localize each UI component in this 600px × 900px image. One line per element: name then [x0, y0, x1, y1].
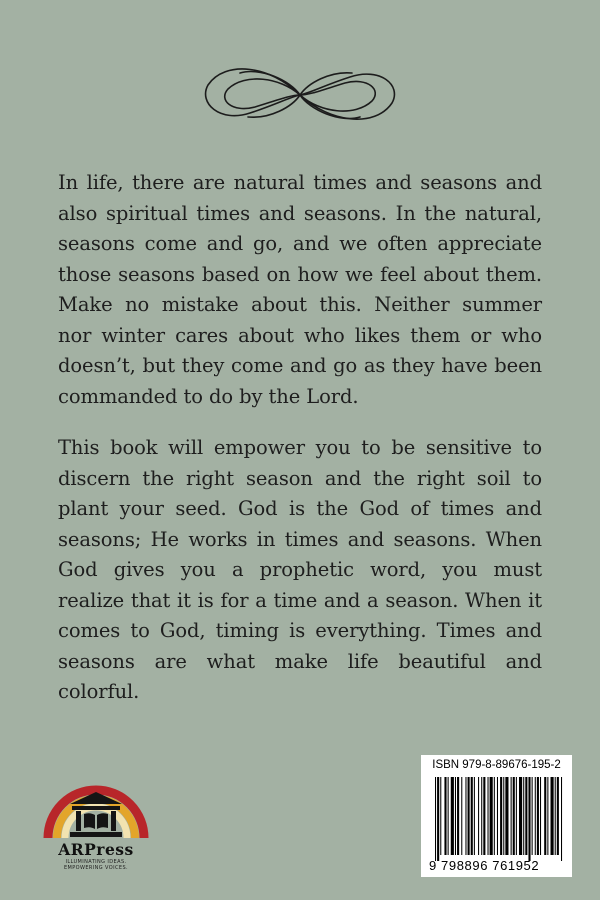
barcode-bar [523, 777, 524, 855]
barcode-bar [437, 777, 439, 861]
publisher-tagline-line-2: EMPOWERING VOICES. [63, 865, 129, 871]
barcode-bar [505, 777, 508, 855]
flourish-ornament-icon [200, 55, 400, 133]
blurb-paragraph-1: In life, there are natural times and seasons and also spiritual times and seasons. In the natural, seasons come and go, and we often appreciate those seasons based on how we feel about them. Make no mistake about this. Neither summer nor winter cares about who likes them or who doesn’t, but they come and go as they have been commanded to do by the Lord. [58, 171, 542, 408]
barcode-bar [547, 777, 548, 855]
barcode-bar [488, 777, 489, 855]
publisher-tagline [38, 859, 154, 871]
barcode-bar [483, 777, 485, 855]
barcode-bar [555, 777, 556, 855]
barcode-bar [444, 777, 446, 855]
barcode-bar [468, 777, 470, 855]
barcode-bar [474, 777, 475, 855]
barcode-bar [537, 777, 539, 855]
barcode-bar [557, 777, 559, 855]
isbn-barcode [421, 755, 572, 877]
barcode-bar [519, 777, 522, 855]
barcode-bar [448, 777, 449, 855]
barcode-bar [497, 777, 498, 855]
barcode-bar [516, 777, 517, 855]
barcode-bar [544, 777, 546, 855]
barcode-bar [481, 777, 482, 855]
barcode-bar [561, 777, 562, 861]
barcode-bar [513, 777, 515, 855]
blurb-paragraph-2: This book will empower you to be sensitive to discern the right season and the right soil to plant your seed. God is the God of times and seasons; He works in times and seasons. When God gives you a prophetic word, you must realize that it is for a time and a season. When it comes to God, timing is everything. Times and seasons are what make life beautiful and colorful. [58, 436, 542, 703]
barcode-bar [435, 777, 436, 861]
blurb-text [58, 168, 542, 729]
publisher-emblem-icon [38, 752, 154, 844]
barcode-bar [465, 777, 466, 855]
barcode-bar [455, 777, 456, 855]
barcode-bar [535, 777, 536, 855]
barcode-bar [500, 777, 502, 855]
barcode-bar [478, 777, 479, 855]
barcode-bar [451, 777, 454, 855]
barcode-bar [440, 777, 441, 855]
isbn-label: ISBN 979-8-89676-195-2 [432, 759, 561, 771]
barcode-bar [503, 777, 504, 855]
barcode-bar [457, 777, 459, 855]
barcode-bar [471, 777, 473, 855]
barcode-digits: 9 798896 761952 [429, 858, 540, 873]
barcode-bar [494, 777, 495, 855]
barcode-bar [525, 777, 527, 855]
barcode-bar [540, 777, 541, 855]
publisher-tagline-line-1: ILLUMINATING IDEAS. [65, 859, 127, 865]
barcode-bar [461, 777, 462, 855]
barcode-bar [490, 777, 493, 855]
barcode-bar [551, 777, 554, 855]
barcode-bar [532, 777, 533, 855]
barcode-bar [511, 777, 512, 855]
publisher-logo [38, 752, 154, 882]
publisher-name: ARPress [58, 840, 134, 859]
barcode-bar [528, 777, 530, 861]
